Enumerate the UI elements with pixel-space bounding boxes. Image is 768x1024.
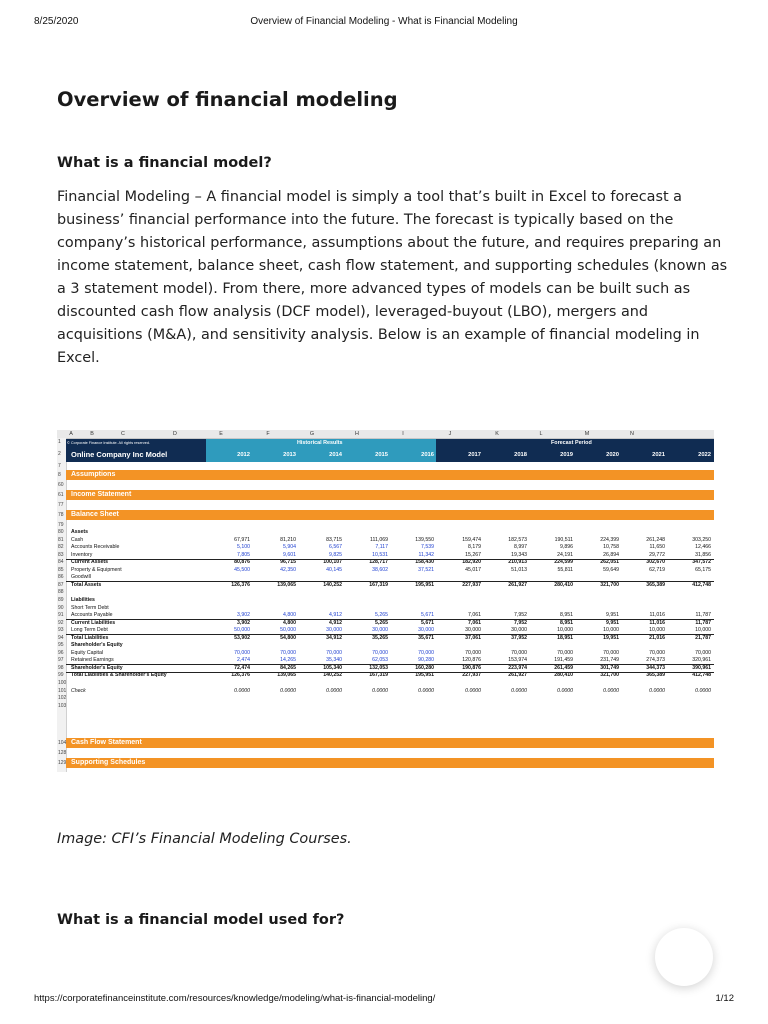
year-header: 2020 [606, 452, 619, 458]
column-letter: G [309, 431, 315, 437]
row-number: 82 [58, 544, 64, 551]
cell-value: 42,350 [280, 566, 296, 573]
cell-value: 0.0000 [603, 687, 619, 694]
cell-value: 8,951 [560, 612, 573, 619]
row-number: 87 [58, 581, 64, 588]
cell-value: 10,000 [603, 627, 619, 634]
forecast-label: Forecast Period [551, 440, 592, 446]
row-number: 98 [58, 664, 64, 671]
paragraph-line: Excel. [57, 350, 100, 366]
cell-value: 132,053 [369, 664, 388, 671]
supporting-schedules-label: Supporting Schedules [71, 759, 146, 766]
image-caption: Image: CFI’s Financial Modeling Courses. [57, 831, 352, 847]
column-letter: F [266, 431, 270, 437]
cell-value: 10,000 [557, 627, 573, 634]
cell-value: 45,500 [234, 566, 250, 573]
year-header: 2017 [468, 452, 481, 458]
row-label: Accounts Payable [71, 612, 113, 619]
historical-label: Historical Results [297, 440, 343, 446]
row-number: 91 [58, 612, 64, 619]
cell-value: 105,340 [323, 664, 342, 671]
cell-value: 7,117 [375, 544, 388, 551]
year-header: 2016 [421, 452, 434, 458]
row-number: 88 [58, 589, 64, 596]
cell-value: 67,971 [234, 536, 250, 543]
cell-value: 4,912 [329, 619, 342, 626]
row-number: 1 [58, 439, 61, 445]
row-number: 8 [58, 472, 61, 478]
page-title: Overview of financial modeling [57, 88, 398, 111]
cell-value: 303,250 [692, 536, 711, 543]
cell-value: 227,937 [462, 581, 481, 588]
row-number: 7 [58, 463, 61, 469]
cell-value: 54,800 [280, 634, 296, 641]
cell-value: 65,175 [695, 566, 711, 573]
row-number: 60 [58, 482, 64, 488]
cell-value: 96,715 [280, 559, 296, 566]
cell-value: 14,265 [280, 657, 296, 664]
cell-value: 70,000 [280, 649, 296, 656]
cell-value: 35,671 [418, 634, 434, 641]
cell-value: 261,927 [508, 672, 527, 679]
row-number: 86 [58, 574, 64, 581]
row-label: Current Liabilities [71, 619, 116, 626]
cell-value: 30,000 [465, 627, 481, 634]
cell-value: 21,787 [695, 634, 711, 641]
row-number: 84 [58, 559, 64, 566]
row-number: 129 [58, 760, 67, 766]
row-number: 103 [58, 702, 67, 709]
total-rule [66, 619, 714, 620]
row-number: 80 [58, 529, 64, 535]
cell-value: 280,410 [554, 581, 573, 588]
cell-value: 35,265 [372, 634, 388, 641]
cell-value: 2,474 [237, 657, 250, 664]
year-header: 2015 [375, 452, 388, 458]
row-label: Equity Capital [71, 649, 104, 656]
row-number: 99 [58, 672, 64, 679]
cell-value: 9,951 [606, 612, 619, 619]
cell-value: 70,000 [557, 649, 573, 656]
cell-value: 21,016 [649, 634, 665, 641]
cash-flow-band [66, 738, 714, 748]
cell-value: 81,210 [280, 536, 296, 543]
cell-value: 261,459 [554, 664, 573, 671]
cell-value: 4,800 [283, 612, 296, 619]
cell-value: 301,749 [600, 664, 619, 671]
section-heading-used-for: What is a financial model used for? [57, 912, 345, 928]
cell-value: 10,758 [603, 544, 619, 551]
cell-value: 30,000 [511, 627, 527, 634]
print-header [34, 16, 734, 30]
section-heading-what-is: What is a financial model? [57, 155, 272, 171]
total-rule [66, 664, 714, 665]
row-label: Liabilities [71, 596, 95, 603]
cell-value: 344,373 [646, 664, 665, 671]
row-label: Total Liabilities [71, 634, 109, 641]
cell-value: 111,069 [370, 536, 388, 543]
cell-value: 159,474 [462, 536, 481, 543]
cell-value: 70,000 [372, 649, 388, 656]
cell-value: 191,459 [554, 657, 573, 664]
column-letter: C [121, 431, 125, 437]
intro-paragraph [57, 186, 728, 370]
row-number: 77 [58, 502, 64, 508]
cell-value: 227,937 [462, 672, 481, 679]
row-number: 83 [58, 551, 64, 558]
cell-value: 182,573 [508, 536, 527, 543]
cell-value: 70,000 [695, 649, 711, 656]
row-number: 102 [58, 695, 67, 702]
cell-value: 7,952 [514, 619, 527, 626]
cell-value: 50,000 [234, 627, 250, 634]
cell-value: 158,430 [415, 559, 434, 566]
row-label: Short Term Debt [71, 604, 109, 611]
cell-value: 182,920 [462, 559, 481, 566]
cell-value: 83,715 [326, 536, 342, 543]
cell-value: 5,904 [283, 544, 296, 551]
cell-value: 153,974 [508, 657, 527, 664]
cell-value: 126,376 [231, 581, 250, 588]
balance-sheet-label: Balance Sheet [71, 511, 119, 518]
cell-value: 128,717 [369, 559, 388, 566]
row-number: 97 [58, 657, 64, 664]
cell-value: 9,825 [329, 551, 342, 558]
row-number: 93 [58, 627, 64, 634]
cell-value: 19,343 [511, 551, 527, 558]
cell-value: 37,061 [465, 634, 481, 641]
cell-value: 5,671 [421, 619, 434, 626]
row-label: Inventory [71, 551, 93, 558]
cell-value: 24,191 [557, 551, 573, 558]
year-header: 2013 [283, 452, 296, 458]
cell-value: 11,016 [649, 612, 665, 619]
cell-value: 11,787 [695, 612, 711, 619]
row-label: Check [71, 687, 86, 694]
cell-value: 412,748 [692, 672, 711, 679]
column-letter: L [539, 431, 543, 437]
cell-value: 412,748 [692, 581, 711, 588]
cell-value: 70,000 [603, 649, 619, 656]
row-number: 89 [58, 596, 64, 603]
page-counter: 1/12 [715, 993, 734, 1004]
cell-value: 390,961 [692, 664, 711, 671]
cell-value: 10,000 [695, 627, 711, 634]
cell-value: 11,342 [418, 551, 434, 558]
row-label: Property & Equipment [71, 566, 122, 573]
print-footer [34, 993, 734, 1007]
floating-action-button[interactable] [655, 928, 713, 986]
cell-value: 38,602 [372, 566, 388, 573]
cell-value: 231,749 [600, 657, 619, 664]
cell-value: 30,000 [418, 627, 434, 634]
cell-value: 160,280 [415, 664, 434, 671]
cell-value: 10,000 [649, 627, 665, 634]
cell-value: 0.0000 [557, 687, 573, 694]
cell-value: 190,511 [554, 536, 573, 543]
cell-value: 31,856 [695, 551, 711, 558]
column-letter: D [173, 431, 177, 437]
cell-value: 5,265 [375, 619, 388, 626]
financial-model-spreadsheet-image [57, 430, 714, 772]
paragraph-line: income statement, balance sheet, cash flow statement, and supporting schedules (known as [57, 258, 728, 274]
column-letter: J [448, 431, 452, 437]
cell-value: 18,951 [557, 634, 573, 641]
cell-value: 167,319 [369, 581, 388, 588]
total-rule [66, 581, 714, 582]
row-number: 79 [58, 522, 64, 528]
cell-value: 50,000 [280, 627, 296, 634]
cell-value: 0.0000 [695, 687, 711, 694]
year-header: 2022 [698, 452, 711, 458]
row-number: 92 [58, 619, 64, 626]
cell-value: 19,951 [603, 634, 619, 641]
cell-value: 29,772 [649, 551, 665, 558]
row-label: Accounts Receivable [71, 544, 120, 551]
cell-value: 9,951 [606, 619, 619, 626]
row-number: 81 [58, 536, 64, 543]
cell-value: 8,179 [468, 544, 481, 551]
year-header: 2012 [237, 452, 250, 458]
cell-value: 11,787 [695, 619, 711, 626]
total-rule [66, 559, 714, 560]
cell-value: 3,902 [237, 612, 250, 619]
cell-value: 0.0000 [372, 687, 388, 694]
cell-value: 5,265 [375, 612, 388, 619]
column-letter: A [69, 431, 73, 437]
cell-value: 320,961 [692, 657, 711, 664]
cell-value: 190,876 [462, 664, 481, 671]
cell-value: 30,000 [326, 627, 342, 634]
cell-value: 139,550 [415, 536, 434, 543]
column-letter: K [495, 431, 499, 437]
cell-value: 62,053 [372, 657, 388, 664]
cell-value: 100,107 [323, 559, 342, 566]
row-number: 104 [58, 740, 67, 746]
paragraph-line: discounted cash flow analysis (DCF model), leveraged-buyout (LBO), mergers and [57, 304, 649, 320]
cell-value: 224,399 [600, 536, 619, 543]
cell-value: 365,389 [646, 581, 665, 588]
row-label: Current Assets [71, 559, 108, 566]
print-title: Overview of Financial Modeling - What is Financial Modeling [250, 16, 518, 27]
row-label: Total Liabilities & Shareholder's Equity [71, 672, 167, 679]
cell-value: 140,252 [323, 672, 342, 679]
cell-value: 59,649 [603, 566, 619, 573]
row-number: 101 [58, 687, 67, 694]
cell-value: 224,599 [554, 559, 573, 566]
column-letter-header [57, 430, 714, 439]
cell-value: 195,951 [415, 581, 434, 588]
cell-value: 9,601 [283, 551, 296, 558]
year-header: 2018 [514, 452, 527, 458]
cell-value: 274,373 [646, 657, 665, 664]
year-header: 2019 [560, 452, 573, 458]
cell-value: 347,572 [692, 559, 711, 566]
cell-value: 139,065 [277, 672, 296, 679]
cell-value: 5,100 [237, 544, 250, 551]
cell-value: 120,876 [462, 657, 481, 664]
row-label: Total Assets [71, 581, 102, 588]
column-letter: B [90, 431, 94, 437]
row-number: 2 [58, 451, 61, 457]
row-number: 90 [58, 604, 64, 611]
cell-value: 321,700 [600, 581, 619, 588]
cell-value: 0.0000 [280, 687, 296, 694]
paragraph-line: company’s historical performance, assumptions about the future, and requires preparing an [57, 235, 722, 251]
cell-value: 7,061 [468, 612, 481, 619]
paragraph-line: a 3 statement model). From there, more advanced types of models can be built such as [57, 281, 691, 297]
cell-value: 9,896 [560, 544, 573, 551]
cell-value: 0.0000 [649, 687, 665, 694]
cell-value: 8,997 [514, 544, 527, 551]
year-header: 2014 [329, 452, 342, 458]
cell-value: 0.0000 [326, 687, 342, 694]
cell-value: 80,876 [234, 559, 250, 566]
row-label: Goodwill [71, 574, 91, 581]
cell-value: 35,340 [326, 657, 342, 664]
paragraph-line: business’ financial performance into the future. The forecast is typically based on the [57, 212, 674, 228]
income-statement-band [66, 490, 714, 500]
cell-value: 261,927 [508, 581, 527, 588]
assumptions-label: Assumptions [71, 471, 116, 478]
cell-value: 280,410 [554, 672, 573, 679]
cell-value: 7,805 [237, 551, 250, 558]
row-number: 85 [58, 566, 64, 573]
cell-value: 167,319 [369, 672, 388, 679]
cell-value: 3,902 [237, 619, 250, 626]
cell-value: 11,650 [649, 544, 665, 551]
row-label: Shareholder's Equity [71, 642, 123, 649]
year-header: 2021 [652, 452, 665, 458]
cell-value: 51,013 [511, 566, 527, 573]
cell-value: 37,952 [511, 634, 527, 641]
cell-value: 321,700 [600, 672, 619, 679]
column-letter: M [584, 431, 590, 437]
cell-value: 40,145 [326, 566, 342, 573]
cell-value: 8,951 [560, 619, 573, 626]
cell-value: 7,539 [421, 544, 434, 551]
row-label: Shareholder's Equity [71, 664, 123, 671]
column-letter: H [355, 431, 359, 437]
page-url[interactable]: https://corporatefinanceinstitute.com/resources/knowledge/modeling/what-is-financial-modeling/ [34, 993, 436, 1004]
print-date: 8/25/2020 [34, 16, 79, 27]
column-letter: I [402, 431, 404, 437]
cell-value: 140,252 [323, 581, 342, 588]
cell-value: 210,913 [508, 559, 527, 566]
row-number: 128 [58, 750, 67, 756]
balance-sheet-band [66, 510, 714, 520]
cell-value: 53,902 [234, 634, 250, 641]
row-label: Assets [71, 529, 89, 535]
column-letter: E [219, 431, 223, 437]
cell-value: 0.0000 [465, 687, 481, 694]
total-rule [66, 672, 714, 673]
cell-value: 5,671 [421, 612, 434, 619]
cell-value: 10,531 [372, 551, 388, 558]
cell-value: 70,000 [234, 649, 250, 656]
cell-value: 365,389 [646, 672, 665, 679]
cell-value: 7,952 [514, 612, 527, 619]
cell-value: 195,951 [415, 672, 434, 679]
cell-value: 7,061 [468, 619, 481, 626]
row-number: 94 [58, 634, 64, 641]
cell-value: 37,521 [418, 566, 434, 573]
row-label: Long Term Debt [71, 627, 108, 634]
total-rule [66, 634, 714, 635]
cell-value: 4,912 [329, 612, 342, 619]
cell-value: 70,000 [511, 649, 527, 656]
cell-value: 302,670 [646, 559, 665, 566]
cell-value: 34,912 [326, 634, 342, 641]
cell-value: 90,280 [418, 657, 434, 664]
row-number: 78 [58, 512, 64, 518]
cell-value: 0.0000 [511, 687, 527, 694]
cell-value: 26,894 [603, 551, 619, 558]
row-number: 96 [58, 649, 64, 656]
cell-value: 70,000 [326, 649, 342, 656]
cell-value: 72,474 [234, 664, 250, 671]
cell-value: 223,974 [508, 664, 527, 671]
income-statement-label: Income Statement [71, 491, 132, 498]
cell-value: 70,000 [649, 649, 665, 656]
cell-value: 84,265 [280, 664, 296, 671]
column-letter: N [630, 431, 634, 437]
supporting-schedules-band [66, 758, 714, 768]
cell-value: 0.0000 [418, 687, 434, 694]
row-label: Cash [71, 536, 84, 543]
cell-value: 126,376 [231, 672, 250, 679]
cell-value: 70,000 [418, 649, 434, 656]
cell-value: 11,016 [649, 619, 665, 626]
cell-value: 139,065 [277, 581, 296, 588]
row-number: 95 [58, 642, 64, 649]
assumptions-band [66, 470, 714, 480]
copyright-note: © Corporate Finance Institute. All rights reserved. [67, 441, 150, 445]
cell-value: 261,248 [646, 536, 665, 543]
cash-flow-label: Cash Flow Statement [71, 739, 142, 746]
cell-value: 45,017 [465, 566, 481, 573]
cell-value: 30,000 [372, 627, 388, 634]
row-number: 100 [58, 680, 67, 686]
model-title: Online Company Inc Model [71, 450, 168, 459]
paragraph-line: acquisitions (M&A), and sensitivity analysis. Below is an example of financial modeling in [57, 327, 700, 343]
cell-value: 55,811 [557, 566, 573, 573]
cell-value: 62,719 [649, 566, 665, 573]
row-label: Retained Earnings [71, 657, 114, 664]
cell-value: 0.0000 [234, 687, 250, 694]
cell-value: 15,267 [465, 551, 481, 558]
cell-value: 70,000 [465, 649, 481, 656]
cell-value: 262,051 [600, 559, 619, 566]
paragraph-line: Financial Modeling – A financial model is simply a tool that’s built in Excel to forecast a [57, 189, 682, 205]
row-number: 61 [58, 492, 64, 498]
cell-value: 12,466 [695, 544, 711, 551]
cell-value: 4,800 [283, 619, 296, 626]
cell-value: 6,567 [329, 544, 342, 551]
